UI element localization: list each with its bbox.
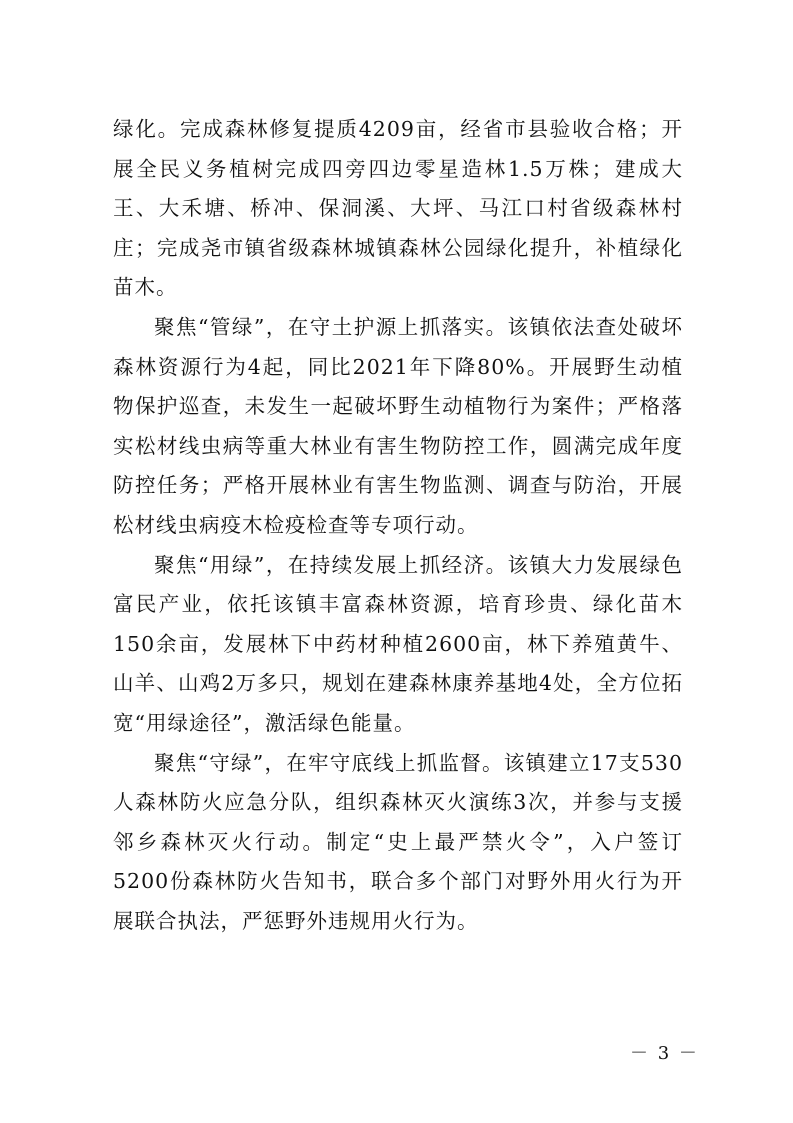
paragraph-guard-green: 聚焦“守绿”，在牢守底线上抓监督。该镇建立17支530人森林防火应急分队，组织森林灭火演练3次，并参与支援邻乡森林灭火行动。制定“史上最严禁火令”，入户签订5200份森林防火告知书，联合多个部门对野外用火行为开展联合执法，严惩野外违规用火行为。: [113, 750, 683, 933]
body-text: [113, 110, 683, 941]
paragraph-manage-green: 聚焦“管绿”，在守土护源上抓落实。该镇依法查处破坏森林资源行为4起，同比2021年下降80%。开展野生动植物保护巡查，未发生一起破坏野生动植物行为案件；严格落实松材线虫病等重大林业有害生物防控工作，圆满完成年度防控任务；严格开展林业有害生物监测、调查与防治，开展松材线虫病疫木检疫检查等专项行动。: [113, 314, 683, 537]
page-number: － 3 －: [630, 1043, 699, 1064]
paragraph-forest-greening: 绿化。完成森林修复提质4209亩，经省市县验收合格；开展全民义务植树完成四旁四边零星造林1.5万株；建成大王、大禾塘、桥冲、保洞溪、大坪、马江口村省级森林村庄；完成尧市镇省级森林城镇森林公园绿化提升，补植绿化苗木。: [113, 117, 683, 300]
paragraph-use-green: 聚焦“用绿”，在持续发展上抓经济。该镇大力发展绿色富民产业，依托该镇丰富森林资源，培育珍贵、绿化苗木150余亩，发展林下中药材种植2600亩，林下养殖黄牛、山羊、山鸡2万多只，规划在建森林康养基地4处，全方位拓宽“用绿途径”，激活绿色能量。: [113, 552, 683, 735]
